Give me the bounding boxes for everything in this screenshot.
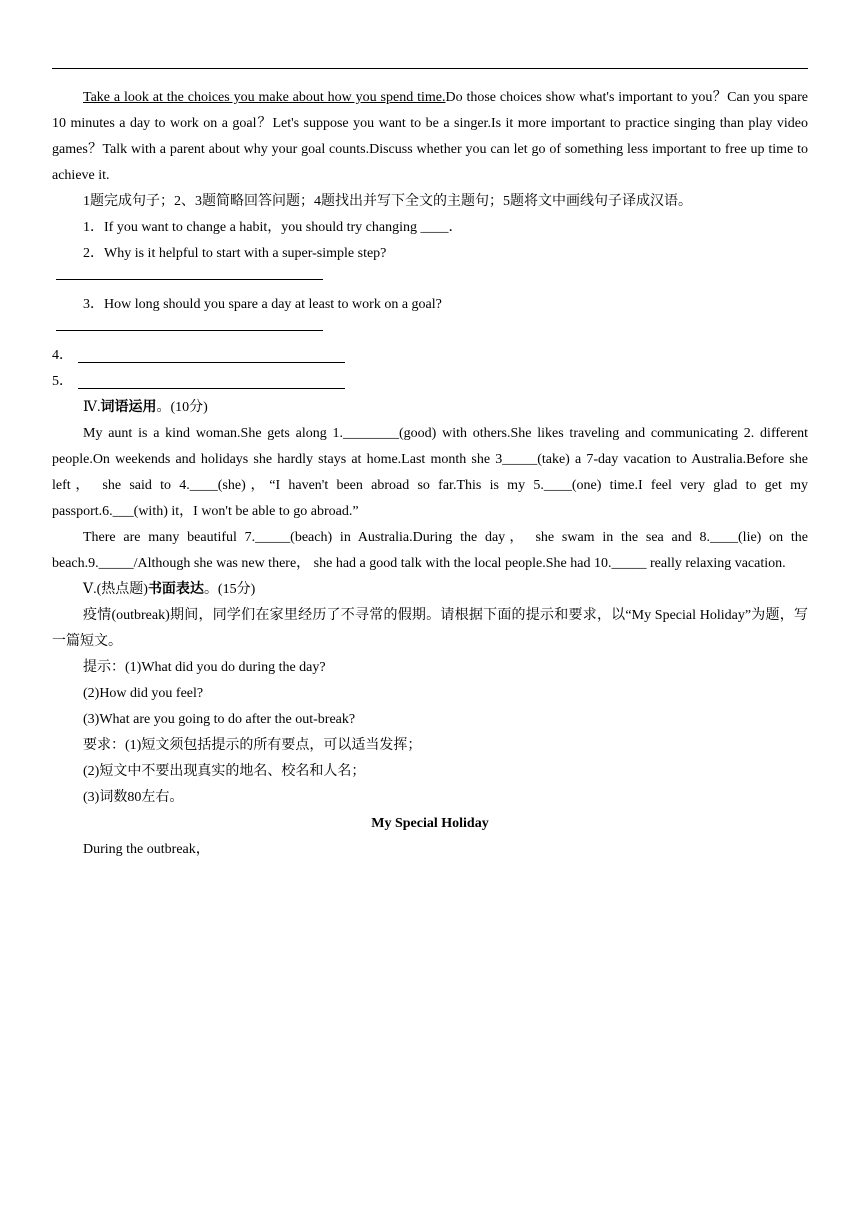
section-4-title: 词语运用 [100, 400, 157, 415]
section-4-paragraph-1: My aunt is a kind woman.She gets along 1.________(good) with others.She likes traveling and communicating 2. different people.On weekends and holidays she hardly stays at home.Last month she 3_____(take) a 7-day vacation to Australia.Before she left， she said to 4.____(she)，“I haven't been abroad so far.This is my 5.____(one) time.I feel very glad to get my passport.6.___(with) it，I won't be able to go abroad.” [52, 426, 808, 519]
section-5-title: 书面表达 [147, 582, 204, 597]
answer-row-5 [52, 369, 808, 395]
requirement-1: 要求：(1)短文须包括提示的所有要点，可以适当发挥； [83, 738, 422, 753]
hint-1: 提示：(1)What did you do during the day? [83, 660, 326, 675]
answer-row-4-label: 4． [52, 348, 73, 363]
document-body [52, 85, 808, 863]
section-5-score: 。(15分) [203, 582, 256, 597]
answer-row-5-label: 5． [52, 374, 73, 389]
section-4-score: 。(10分) [156, 400, 208, 415]
essay-title: My Special Holiday [371, 816, 489, 831]
question-3: 3．How long should you spare a day at least to work on a goal? [83, 297, 442, 312]
question-1: 1．If you want to change a habit，you should try changing ____． [83, 220, 463, 235]
section-5-heading [52, 577, 808, 603]
section-5-intro: 疫情(outbreak)期间，同学们在家里经历了不寻常的假期。请根据下面的提示和要求，以“My Special Holiday”为题，写一篇短文。 [52, 608, 808, 649]
section-4-prefix: Ⅳ. [83, 400, 101, 415]
reading-passage [52, 85, 808, 189]
underlined-sentence: Take a look at the choices you make about how you spend time. [83, 90, 446, 105]
answer-line-3 [56, 330, 323, 331]
answer-row-4 [52, 343, 808, 369]
section-4-heading [52, 395, 808, 421]
requirement-2: (2)短文中不要出现真实的地名、校名和人名； [83, 764, 366, 779]
task-instructions: 1题完成句子；2、3题简略回答问题；4题找出并写下全文的主题句；5题将文中画线句子译成汉语。 [83, 194, 692, 209]
essay-start: During the outbreak， [83, 842, 210, 857]
answer-line-2 [56, 279, 323, 280]
hint-2: (2)How did you feel? [83, 686, 204, 701]
header-rule [52, 68, 808, 69]
passage-text: Do those choices show what's important to you？Can you spare 10 minutes a day to work on a goal？Let's suppose you want to be a singer.Is it more important to practice singing than play video games？Talk with a parent about why your goal counts.Discuss whether you can let go of something less important to free up time to achieve it. [52, 90, 808, 183]
section-4-paragraph-2: There are many beautiful 7._____(beach) in Australia.During the day， she swam in the sea and 8.____(lie) on the beach.9._____/Although she was new there， she had a good talk with the local people.She had 10._____ really relaxing vacation. [52, 530, 808, 571]
question-2: 2．Why is it helpful to start with a super-simple step? [83, 246, 387, 261]
answer-line-4 [78, 362, 345, 363]
answer-line-5 [78, 388, 345, 389]
requirement-3: (3)词数80左右。 [83, 790, 184, 805]
section-5-prefix: Ⅴ.(热点题) [83, 582, 148, 597]
hint-3: (3)What are you going to do after the out-break? [83, 712, 356, 727]
